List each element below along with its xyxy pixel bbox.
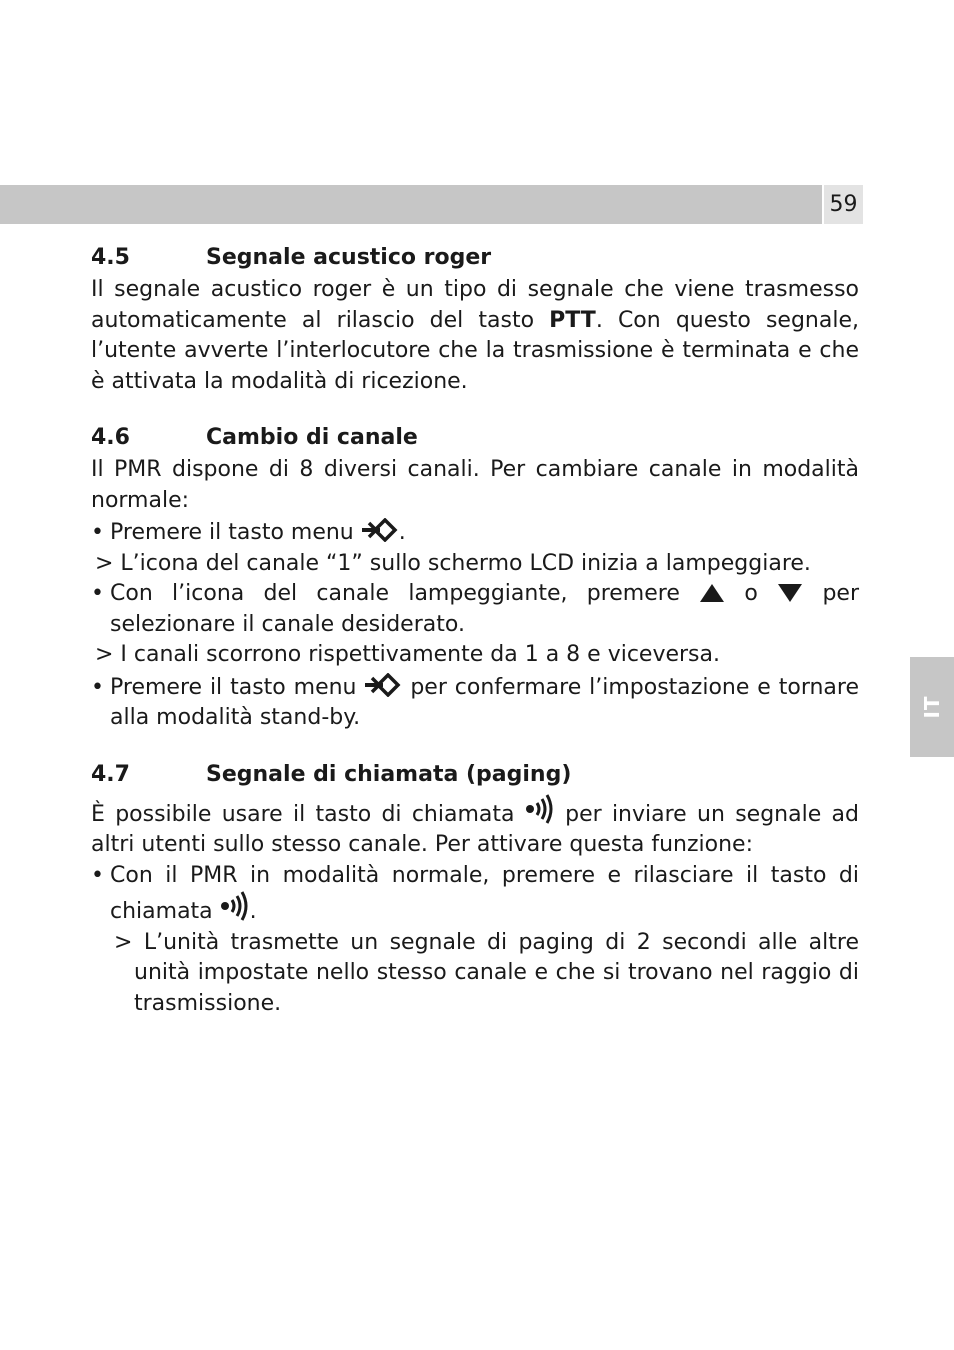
text: o xyxy=(725,581,778,606)
text: Il segnale acustico roger è un tipo di segnale che viene trasmesso automaticamente al rilascio del tasto xyxy=(91,277,859,333)
section-number: 4.7 xyxy=(91,761,130,787)
text: . xyxy=(249,899,257,924)
text: . xyxy=(398,520,406,545)
section-4-5 xyxy=(91,241,859,397)
section-title: Segnale di chiamata (paging) xyxy=(206,761,572,787)
language-tab xyxy=(910,657,954,757)
triangle-up-icon xyxy=(699,583,725,603)
bullet-dot: • xyxy=(91,674,104,700)
section-4-6 xyxy=(91,421,859,734)
call-signal-icon xyxy=(220,891,250,921)
result-line: > I canali scorrono rispettivamente da 1 a 8 e viceversa. xyxy=(95,642,720,667)
text: Con il PMR in modalità normale, premere e rilasciare il tasto di chiamata xyxy=(110,862,859,924)
header-bar xyxy=(0,185,822,224)
section-heading xyxy=(91,241,859,275)
list-item xyxy=(91,518,859,549)
section-title: Segnale acustico roger xyxy=(206,245,492,270)
section-heading xyxy=(91,758,859,792)
page-content xyxy=(91,241,859,1019)
text: per selezionare il canale desiderato. xyxy=(110,581,859,637)
menu-arrow-icon xyxy=(364,673,402,697)
paragraph: Il PMR dispone di 8 diversi canali. Per cambiare canale in modalità normale: xyxy=(91,457,859,513)
text: Con l’icona del canale lampeggiante, premere xyxy=(110,581,700,606)
text: Premere il tasto menu xyxy=(110,520,361,545)
section-heading xyxy=(91,421,859,455)
result-line: > L’icona del canale “1” sullo schermo LCD inizia a lampeggiare. xyxy=(95,550,811,576)
bullet-dot: • xyxy=(91,581,104,606)
text: Premere il tasto menu xyxy=(110,674,365,700)
paragraph xyxy=(91,794,859,861)
bullet-dot: • xyxy=(91,520,104,545)
page-number: 59 xyxy=(824,185,863,224)
bullet-dot: • xyxy=(91,862,104,888)
menu-arrow-icon xyxy=(361,518,399,542)
language-tab-label: IT xyxy=(920,695,944,719)
ptt-key-label: PTT xyxy=(549,307,596,333)
text: per inviare un segnale ad altri utenti sullo stesso canale. Per attivare questa funzione: xyxy=(91,801,859,857)
text: per confermare l’impostazione e tornare alla modalità stand-by. xyxy=(110,674,860,730)
text: È possibile usare il tasto di chiamata xyxy=(91,801,525,827)
list-item xyxy=(91,673,859,734)
triangle-down-icon xyxy=(777,583,803,603)
result-line: > L’unità trasmette un segnale di paging di 2 secondi alle altre unità impostate nello stesso canale e che si trovano nel raggio di trasmissione. xyxy=(114,929,859,1016)
text: . Con questo segnale, l’utente avverte l’interlocutore che la trasmissione è terminata e che è attivata la modalità di ricezione. xyxy=(91,307,859,394)
section-number: 4.5 xyxy=(91,245,130,270)
section-4-7 xyxy=(91,758,859,1020)
call-signal-icon xyxy=(525,794,555,824)
paragraph xyxy=(91,275,859,397)
section-number: 4.6 xyxy=(91,425,130,450)
section-title: Cambio di canale xyxy=(206,425,418,450)
list-item xyxy=(91,579,859,640)
list-item xyxy=(91,861,859,928)
